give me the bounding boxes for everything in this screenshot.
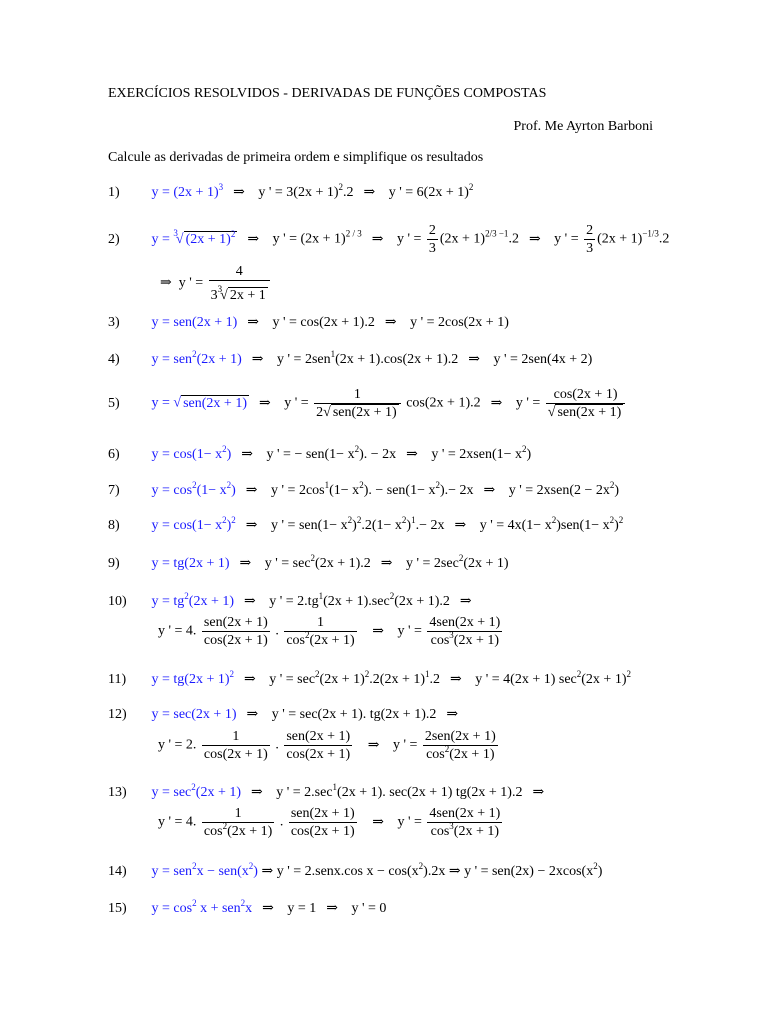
exercise-13: 13) $y = \sec^2(2x + 1)$ ⇒ y ' = $2.\sec^1(2x + 1)$. sec(2x + 1) tg(2x + 1).2 ⇒ <box>108 782 545 800</box>
page-title: EXERCÍCIOS RESOLVIDOS - DERIVADAS DE FUNÇÕES COMPOSTAS <box>108 86 547 101</box>
exercise-number: 9) <box>108 556 120 571</box>
exercise-12: 12) y = sec(2x + 1) ⇒ y ' = sec(2x + 1). tg(2x + 1).2 ⇒ <box>108 707 459 722</box>
exercise-3: 3) y = sen(2x + 1) ⇒ y ' = cos(2x + 1).2 ⇒ y ' = 2cos(2x + 1) <box>108 315 509 330</box>
exercise-7: 7) $y = \cos^2(1- x^2)$ ⇒ y ' = $2\cos^1(1- x^2)$. − $sen(1- x^2).- 2x$ ⇒ y ' = 2xsen(2 − $2x^2$) <box>108 480 620 498</box>
exercise-2-result: ⇒ y ' = $\frac{4}{3^3√ 2x + 1}$ <box>160 263 272 304</box>
exercise-9: 9) y = tg(2x + 1) ⇒ y ' = $\sec^2(2x + 1).2$ ⇒ y ' = $2\sec^2(2x + 1)$ <box>108 553 509 571</box>
exercise-12-result: y ' = 2. $\frac{1}{\cos(2x + 1)}$ . sen(2x + 1) cos(2x + 1) ⇒ y ' = 2sen(2x + 1) $\cos^2(2x + 1)$ <box>158 729 496 762</box>
exercise-15: 15) $y = \cos^2 x + sen^2x$ ⇒ y = 1 ⇒ y ' = 0 <box>108 898 387 916</box>
exercise-14: 14) $y = sen^2x - sen(x^2)$ ⇒ y ' = 2.senx.cos $x - \cos(x^2).2x$ ⇒ y ' = $sen(2x) - 2xcos(x^2)$ <box>108 861 603 879</box>
exercise-5: 5) y = √ sen(2x + 1) ⇒ y ' = 1 2√ sen(2x + 1) cos(2x + 1).2 ⇒ y ' = cos(2x + 1) √ sen(2x + 1) <box>108 386 627 421</box>
exercise-number: 5) <box>108 395 120 411</box>
exercise-number: 4) <box>108 352 120 367</box>
exercise-2: 2) y = $^3$√ $(2x + 1)^2$ ⇒ y ' = $(2x + 1)^{2 / 3}$ ⇒ y ' = $\frac{2}{3}$ $(2x + 1)^{2/3 -1}.2$ ⇒ y ' = $\frac{2}{3}$ $(2x + 1)^{-1/3}.2$ <box>108 223 670 256</box>
exercise-number: 15) <box>108 901 127 916</box>
exercise-number: 1) <box>108 185 120 200</box>
author: Prof. Me Ayrton Barboni <box>513 119 653 134</box>
exercise-number: 2) <box>108 231 120 247</box>
instructions: Calcule as derivadas de primeira ordem e simplifique os resultados <box>108 150 484 165</box>
exercise-number: 7) <box>108 483 120 498</box>
exercise-8: 8) $y = \cos(1- x^2)^2$ ⇒ y ' = $sen(1- x^2)^2.2(1- x^2)^1.- 2x$ ⇒ y ' = $4x(1- x^2)sen(1- x^2)^2$ <box>108 515 624 533</box>
exercise-10-result: y ' = 4. sen(2x + 1) cos(2x + 1) . $\frac{1}{\cos^2(2x + 1)}$ ⇒ y ' = 4sen(2x + 1) $\cos^3(2x + 1)$ <box>158 615 501 648</box>
exercise-number: 3) <box>108 315 120 330</box>
exercise-4: 4) y = sen$^2$(2x + 1) ⇒ y ' = 2sen$^1$(2x + 1).cos(2x + 1).2 ⇒ y ' = 2sen(4x + 2) <box>108 349 593 367</box>
exercise-10: 10) $y = tg^2(2x + 1)$ ⇒ y ' = $2.tg^1(2x + 1).\sec^2(2x + 1).2$ ⇒ <box>108 591 472 609</box>
exercise-number: 14) <box>108 864 127 879</box>
exercise-number: 12) <box>108 707 127 722</box>
exercise-number: 6) <box>108 447 120 462</box>
exercise-13-result: y ' = 4. $\frac{1}{\cos^2(2x + 1)}$ . sen(2x + 1) cos(2x + 1) ⇒ y ' = 4sen(2x + 1) $\cos^3(2x + 1)$ <box>158 806 501 839</box>
exercise-1: 1) $y = (2x + 1)^3$ ⇒ y ' = $3(2x + 1)^2.2$ ⇒ y ' = $6(2x + 1)^2$ <box>108 182 474 200</box>
exercise-number: 10) <box>108 594 127 609</box>
exercise-number: 11) <box>108 672 127 687</box>
exercise-6: 6) $y = \cos(1- x^2)$ ⇒ y ' = − $sen(1- x^2)$. − 2x ⇒ y ' = 2xsen(1− $x^2$) <box>108 444 532 462</box>
exercise-number: 8) <box>108 518 120 533</box>
exercise-number: 13) <box>108 785 127 800</box>
exercise-11: 11) $y = tg(2x + 1)^2$ ⇒ y ' = $\sec^2(2x + 1)^2.2(2x + 1)^1.2$ ⇒ y ' = 4(2x + 1) $\sec^2(2x + 1)^2$ <box>108 669 631 687</box>
